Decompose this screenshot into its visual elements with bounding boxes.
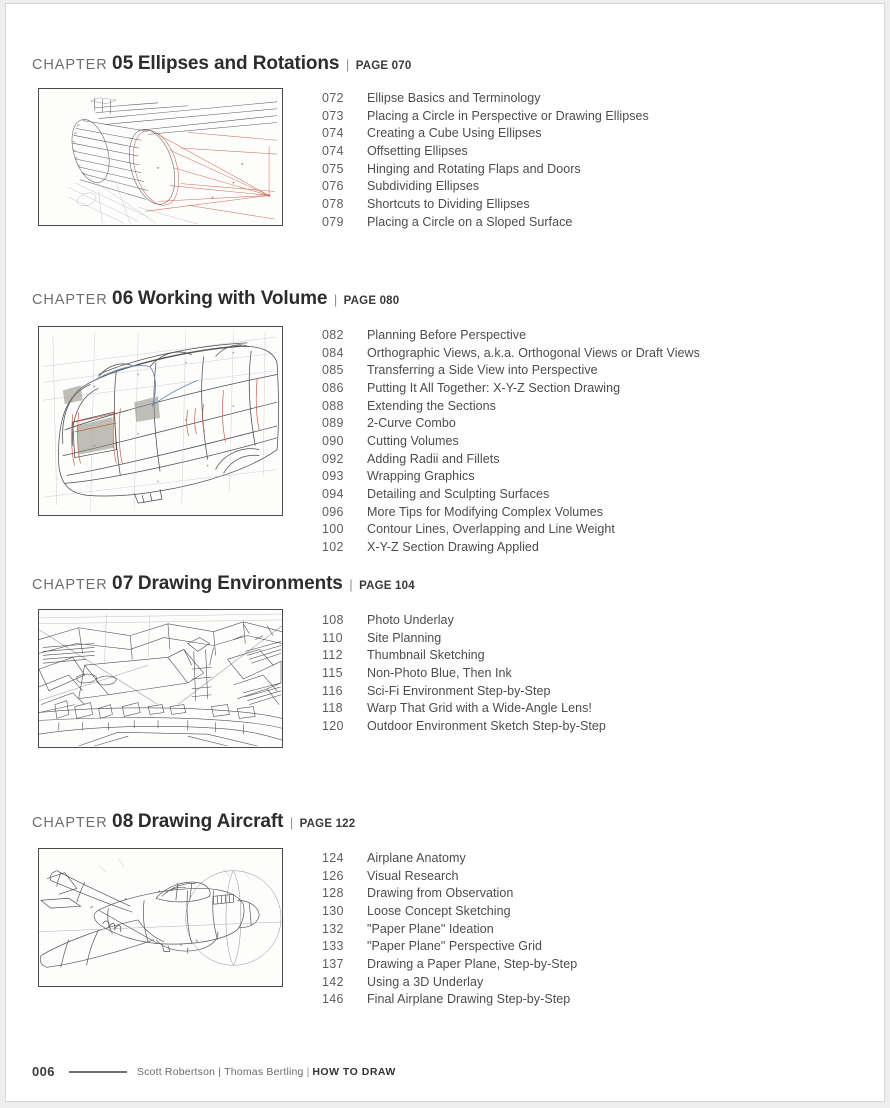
entry-page-number: 086	[322, 380, 344, 395]
toc-entry[interactable]	[322, 611, 606, 629]
entry-title: X-Y-Z Section Drawing Applied	[367, 540, 539, 555]
toc-entry[interactable]	[322, 629, 606, 647]
entry-title: Ellipse Basics and Terminology	[367, 90, 541, 105]
footer-authors: Scott Robertson | Thomas Bertling	[136, 1065, 304, 1078]
entry-title: Putting It All Together: X-Y-Z Section Drawing	[367, 380, 621, 395]
footer-book-title: HOW TO DRAW	[312, 1065, 396, 1078]
entry-page-number: 088	[322, 398, 344, 413]
airplane-line-sketch	[39, 849, 282, 986]
heading-separator: |	[333, 292, 338, 307]
van-volume-sketch	[39, 327, 282, 515]
toc-entry[interactable]	[322, 485, 700, 503]
toc-entry[interactable]	[322, 124, 649, 142]
chapter-number: 06	[112, 288, 134, 309]
chapter-entries-08	[322, 849, 577, 1008]
toc-entry[interactable]	[322, 717, 606, 735]
entry-title: Drawing from Observation	[367, 886, 514, 901]
toc-entry[interactable]	[322, 397, 700, 415]
entry-title: More Tips for Modifying Complex Volumes	[367, 504, 604, 519]
entry-page-number: 082	[322, 327, 344, 342]
entry-page-number: 094	[322, 487, 344, 502]
entry-page-number: 132	[322, 921, 344, 936]
entry-title: Transferring a Side View into Perspective	[367, 363, 598, 378]
entry-title: "Paper Plane" Perspective Grid	[367, 939, 543, 954]
entry-page-number: 074	[322, 143, 344, 158]
entry-page-number: 112	[322, 648, 343, 663]
cylinder-perspective-sketch	[39, 89, 282, 225]
chapter-thumbnail-van-volume-construction-drawing	[38, 326, 283, 516]
chapter-heading-06	[32, 289, 399, 308]
toc-entry[interactable]	[322, 107, 649, 125]
chapter-thumbnail-sci-fi-environment-sketch	[38, 609, 283, 748]
entry-page-number: 090	[322, 433, 344, 448]
entry-title: Adding Radii and Fillets	[367, 451, 500, 466]
entry-title: Final Airplane Drawing Step-by-Step	[367, 992, 571, 1007]
chapter-entries-06	[322, 326, 700, 556]
entry-title: Loose Concept Sketching	[367, 903, 511, 918]
chapter-word-label: CHAPTER	[32, 577, 108, 593]
toc-entry[interactable]	[322, 849, 577, 867]
heading-separator: |	[289, 815, 294, 830]
toc-entry[interactable]	[322, 213, 649, 231]
footer-separator: |	[306, 1065, 310, 1078]
entry-page-number: 115	[322, 665, 343, 680]
chapter-title: Working with Volume	[137, 288, 328, 309]
chapter-word-label: CHAPTER	[32, 292, 108, 308]
entry-title: Subdividing Ellipses	[367, 179, 480, 194]
entry-title: Warp That Grid with a Wide-Angle Lens!	[367, 701, 592, 716]
entry-title: Extending the Sections	[367, 398, 496, 413]
chapter-heading-07	[32, 574, 415, 593]
chapter-page-label: PAGE 080	[343, 295, 400, 307]
chapter-entries-07	[322, 611, 606, 735]
entry-title: Shortcuts to Dividing Ellipses	[367, 196, 530, 211]
chapter-title: Drawing Environments	[137, 573, 343, 594]
toc-entry[interactable]	[322, 195, 649, 213]
toc-entry[interactable]	[322, 344, 700, 362]
chapter-page-label: PAGE 122	[299, 818, 356, 830]
entry-page-number: 078	[322, 196, 344, 211]
toc-entry[interactable]	[322, 432, 700, 450]
folio-number: 006	[32, 1064, 55, 1079]
entry-page-number: 096	[322, 504, 344, 519]
entry-page-number: 092	[322, 451, 344, 466]
entry-title: 2-Curve Combo	[367, 416, 456, 431]
toc-entry[interactable]	[322, 503, 700, 521]
entry-title: Thumbnail Sketching	[367, 648, 485, 663]
entry-title: Placing a Circle on a Sloped Surface	[367, 214, 573, 229]
entry-page-number: 146	[322, 992, 344, 1007]
toc-entry[interactable]	[322, 521, 700, 539]
chapter-thumbnail-cylinder-perspective-drawing	[38, 88, 283, 226]
entry-title: Photo Underlay	[367, 612, 454, 627]
entry-title: Detailing and Sculpting Surfaces	[367, 487, 550, 502]
entry-page-number: 073	[322, 108, 344, 123]
entry-title: Outdoor Environment Sketch Step-by-Step	[367, 718, 606, 733]
entry-page-number: 118	[322, 701, 343, 716]
entry-page-number: 128	[322, 886, 344, 901]
entry-title: Sci-Fi Environment Step-by-Step	[367, 683, 551, 698]
entry-page-number: 116	[322, 683, 343, 698]
toc-entry[interactable]	[322, 682, 606, 700]
entry-title: Orthographic Views, a.k.a. Orthogonal Views or Draft Views	[367, 345, 700, 360]
entry-title: Using a 3D Underlay	[367, 974, 484, 989]
sci-fi-environment-line-sketch	[39, 610, 282, 747]
toc-entry[interactable]	[322, 884, 577, 902]
chapter-word-label: CHAPTER	[32, 57, 108, 73]
entry-title: "Paper Plane" Ideation	[367, 921, 494, 936]
toc-entry[interactable]	[322, 468, 700, 486]
entry-title: Creating a Cube Using Ellipses	[367, 126, 542, 141]
chapter-title: Drawing Aircraft	[137, 811, 284, 832]
toc-entry[interactable]	[322, 646, 606, 664]
entry-title: Visual Research	[367, 868, 459, 883]
chapter-entries-05	[322, 89, 649, 231]
entry-title: Hinging and Rotating Flaps and Doors	[367, 161, 581, 176]
entry-title: Cutting Volumes	[367, 433, 459, 448]
entry-page-number: 072	[322, 90, 344, 105]
entry-page-number: 124	[322, 850, 344, 865]
toc-entry[interactable]	[322, 177, 649, 195]
chapter-heading-05	[32, 54, 411, 73]
entry-page-number: 120	[322, 718, 344, 733]
page-footer	[32, 1064, 396, 1079]
entry-title: Contour Lines, Overlapping and Line Weight	[367, 522, 615, 537]
entry-page-number: 085	[322, 363, 344, 378]
toc-entry[interactable]	[322, 326, 700, 344]
entry-title: Airplane Anatomy	[367, 850, 466, 865]
entry-page-number: 076	[322, 179, 344, 194]
entry-page-number: 100	[322, 522, 344, 537]
toc-entry[interactable]	[322, 89, 649, 107]
heading-separator: |	[345, 57, 350, 72]
toc-entry[interactable]	[322, 955, 577, 973]
entry-title: Wrapping Graphics	[367, 469, 475, 484]
entry-title: Site Planning	[367, 630, 442, 645]
chapter-page-label: PAGE 104	[359, 580, 415, 592]
chapter-number: 07	[112, 573, 134, 594]
chapter-page-label: PAGE 070	[355, 60, 412, 72]
toc-entry[interactable]	[322, 991, 577, 1009]
entry-page-number: 075	[322, 161, 344, 176]
toc-entry[interactable]	[322, 142, 649, 160]
chapter-word-label: CHAPTER	[32, 815, 108, 831]
entry-page-number: 079	[322, 214, 344, 229]
entry-page-number: 126	[322, 868, 344, 883]
chapter-heading-08	[32, 812, 355, 831]
toc-entry[interactable]	[322, 664, 606, 682]
entry-title: Planning Before Perspective	[367, 327, 527, 342]
entry-page-number: 110	[322, 630, 343, 645]
toc-entry[interactable]	[322, 902, 577, 920]
entry-page-number: 133	[322, 939, 344, 954]
entry-title: Non-Photo Blue, Then Ink	[367, 665, 512, 680]
entry-page-number: 142	[322, 974, 344, 989]
toc-entry[interactable]	[322, 867, 577, 885]
toc-entry[interactable]	[322, 414, 700, 432]
entry-page-number: 137	[322, 956, 344, 971]
heading-separator: |	[349, 577, 353, 592]
chapter-number: 05	[112, 53, 134, 74]
entry-page-number: 108	[322, 612, 344, 627]
entry-page-number: 130	[322, 903, 344, 918]
entry-title: Placing a Circle in Perspective or Drawing Ellipses	[367, 108, 649, 123]
toc-entry[interactable]	[322, 160, 649, 178]
toc-entry[interactable]	[322, 538, 700, 556]
toc-entry[interactable]	[322, 937, 577, 955]
entry-page-number: 084	[322, 345, 344, 360]
entry-title: Offsetting Ellipses	[367, 143, 468, 158]
chapter-number: 08	[112, 811, 134, 832]
toc-entry[interactable]	[322, 361, 700, 379]
toc-entry[interactable]	[322, 920, 577, 938]
entry-page-number: 074	[322, 126, 344, 141]
toc-entry[interactable]	[322, 379, 700, 397]
entry-page-number: 089	[322, 416, 344, 431]
toc-entry[interactable]	[322, 699, 606, 717]
chapter-thumbnail-propeller-airplane-line-drawing	[38, 848, 283, 987]
toc-entry[interactable]	[322, 450, 700, 468]
entry-page-number: 102	[322, 540, 344, 555]
entry-title: Drawing a Paper Plane, Step-by-Step	[367, 956, 578, 971]
toc-entry[interactable]	[322, 973, 577, 991]
chapter-title: Ellipses and Rotations	[137, 53, 340, 74]
footer-rule	[69, 1071, 127, 1073]
entry-page-number: 093	[322, 469, 344, 484]
toc-page	[6, 4, 884, 1101]
